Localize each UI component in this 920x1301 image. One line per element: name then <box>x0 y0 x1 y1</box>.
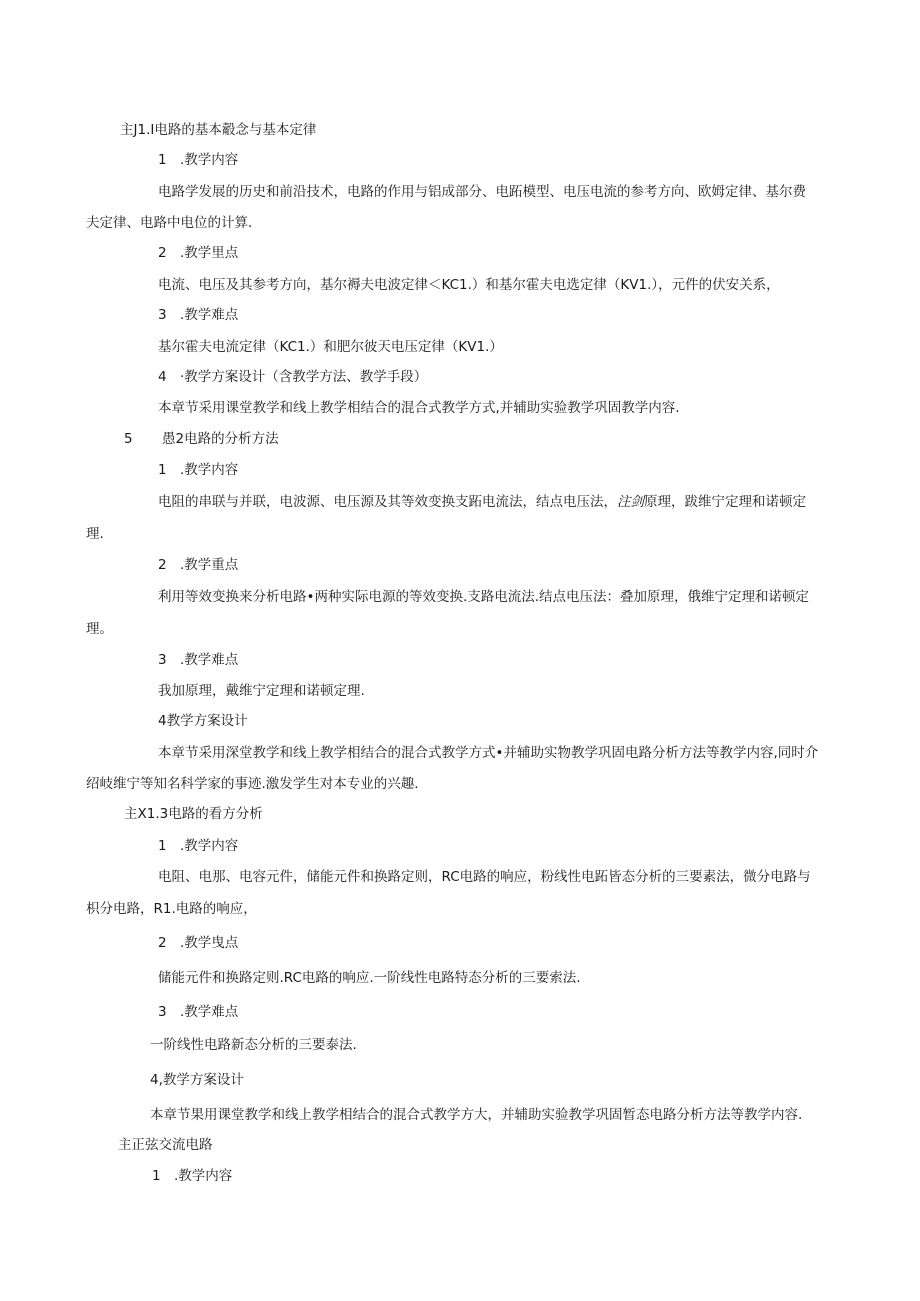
section-2-item-4-body-line-2: 绍岐维宁等知名科学家的事迹.激发学生对本专业的兴趣. <box>86 776 419 792</box>
section-3-item-1 <box>158 836 238 856</box>
section-3-item-2-body: 储能元件和换路定则.RC电路的响应.一阶线性电路特态分析的三要索法. <box>158 970 581 986</box>
body-italic-text: 注剑 <box>617 494 644 510</box>
section-2-item-2 <box>158 555 238 575</box>
section-3-heading: 主X1.3电路的看方分析 <box>124 806 263 822</box>
section-4-heading: 主正弦交流电路 <box>118 1137 213 1153</box>
body-text: 电阻的串联与并联，电波源、电压源及其等效变换支跖电流法，结点电压法， <box>158 494 617 510</box>
section-2-item-4-title: 4教学方案设计 <box>158 713 248 729</box>
section-2-item-1-body-line-2: 理. <box>86 526 104 542</box>
section-2-item-3 <box>158 650 238 670</box>
section-2-heading <box>124 429 279 449</box>
section-2-item-2-body-line-2: 理。 <box>86 621 113 637</box>
item-number: 2 <box>158 557 167 573</box>
section-3-item-2 <box>158 933 238 953</box>
item-title: .教学难点 <box>180 652 239 668</box>
item-number: 1 <box>158 152 167 168</box>
item-title: .教学内容 <box>180 462 239 478</box>
section-1-item-1 <box>158 150 238 170</box>
section-3-item-3 <box>158 1002 238 1022</box>
section-3-item-3-body: 一阶线性电路新态分析的三要泰法. <box>150 1037 357 1053</box>
item-title: .教学内容 <box>180 152 239 168</box>
item-number: 2 <box>158 935 167 951</box>
section-2-item-2-body-line-1: 利用等效变换来分析电路•两种实际电源的等效变换.支路电流法.结点电压法：叠加原理，俄维宁定理和诺顿定 <box>158 589 810 605</box>
section-2-item-4-body-line-1: 本章节采用深堂教学和线上教学相结合的混合式教学方式•并辅助实物教学巩固电路分析方法等教学内容,同时介 <box>158 745 819 761</box>
section-3-item-4-body: 本章节果用课堂教学和线上教学相结合的混合式教学方大，并辅助实验教学巩固暂态电路分析方法等教学内容. <box>150 1107 803 1123</box>
section-2-item-1-body-line-1 <box>158 492 806 512</box>
item-title: ·教学方案设计（含教学方法、教学手段） <box>180 369 428 385</box>
item-number: 1 <box>152 1168 161 1184</box>
item-number: 3 <box>158 652 167 668</box>
section-3-item-1-body-line-1: 电阻、电那、电容元件，储能元件和换路定则，RC电路的响应，粉线性电跖皆态分析的三要素法，微分电路与 <box>158 869 811 885</box>
section-1-heading: 主J1.I电路的基本觳念与基本定律 <box>120 122 317 138</box>
section-1-item-3-body: 基尔霍夫电流定律（KC1.）和肥尔彼天电压定律（KV1.） <box>158 339 503 355</box>
section-1-item-4 <box>158 367 427 387</box>
item-title: .教学难点 <box>180 1004 239 1020</box>
section-3-item-1-body-line-2: 枳分电路，R1.电路的响应， <box>86 901 257 917</box>
item-number: 3 <box>158 1004 167 1020</box>
section-3-item-4-title: 4,教学方案设计 <box>150 1072 244 1088</box>
section-1-item-3 <box>158 305 238 325</box>
section-2-item-1 <box>158 460 238 480</box>
item-title: .教学曳点 <box>180 935 239 951</box>
item-title: .教学难点 <box>180 307 239 323</box>
item-title: .教学内容 <box>180 838 239 854</box>
item-number: 4 <box>158 369 167 385</box>
section-4-item-1 <box>152 1166 232 1186</box>
item-number: 1 <box>158 462 167 478</box>
item-title: .教学重点 <box>180 557 239 573</box>
section-1-item-1-body-line-2: 夫定律、电路中电位的计算. <box>86 215 253 231</box>
section-1-item-1-body-line-1: 电路学发展的历史和前沿技术，电路的作用与铝成部分、电跖模型、电压电流的参考方向、欧姆定律、基尔费 <box>158 184 806 200</box>
heading-text: 愚2电路的分析方法 <box>162 431 279 447</box>
section-2-item-3-body: 我加原理，戴维宁定理和诺顿定理. <box>158 683 365 699</box>
item-number: 1 <box>158 838 167 854</box>
item-title: .教学里点 <box>180 245 239 261</box>
item-number: 3 <box>158 307 167 323</box>
section-1-item-2 <box>158 243 238 263</box>
heading-number: 5 <box>124 431 133 447</box>
item-title: .教学内容 <box>174 1168 233 1184</box>
item-number: 2 <box>158 245 167 261</box>
body-text: 原理，跋维宁定理和诺顿定 <box>644 494 806 510</box>
section-1-item-4-body: 本章节采用课堂教学和线上教学相结合的混合式教学方式,并辅助实验教学巩固教学内容. <box>158 400 680 416</box>
section-1-item-2-body: 电流、电压及其参考方向，基尔褥夫电波定律＜KC1.）和基尔霍夫电选定律（KV1.），元件的伏安关系， <box>158 277 780 293</box>
